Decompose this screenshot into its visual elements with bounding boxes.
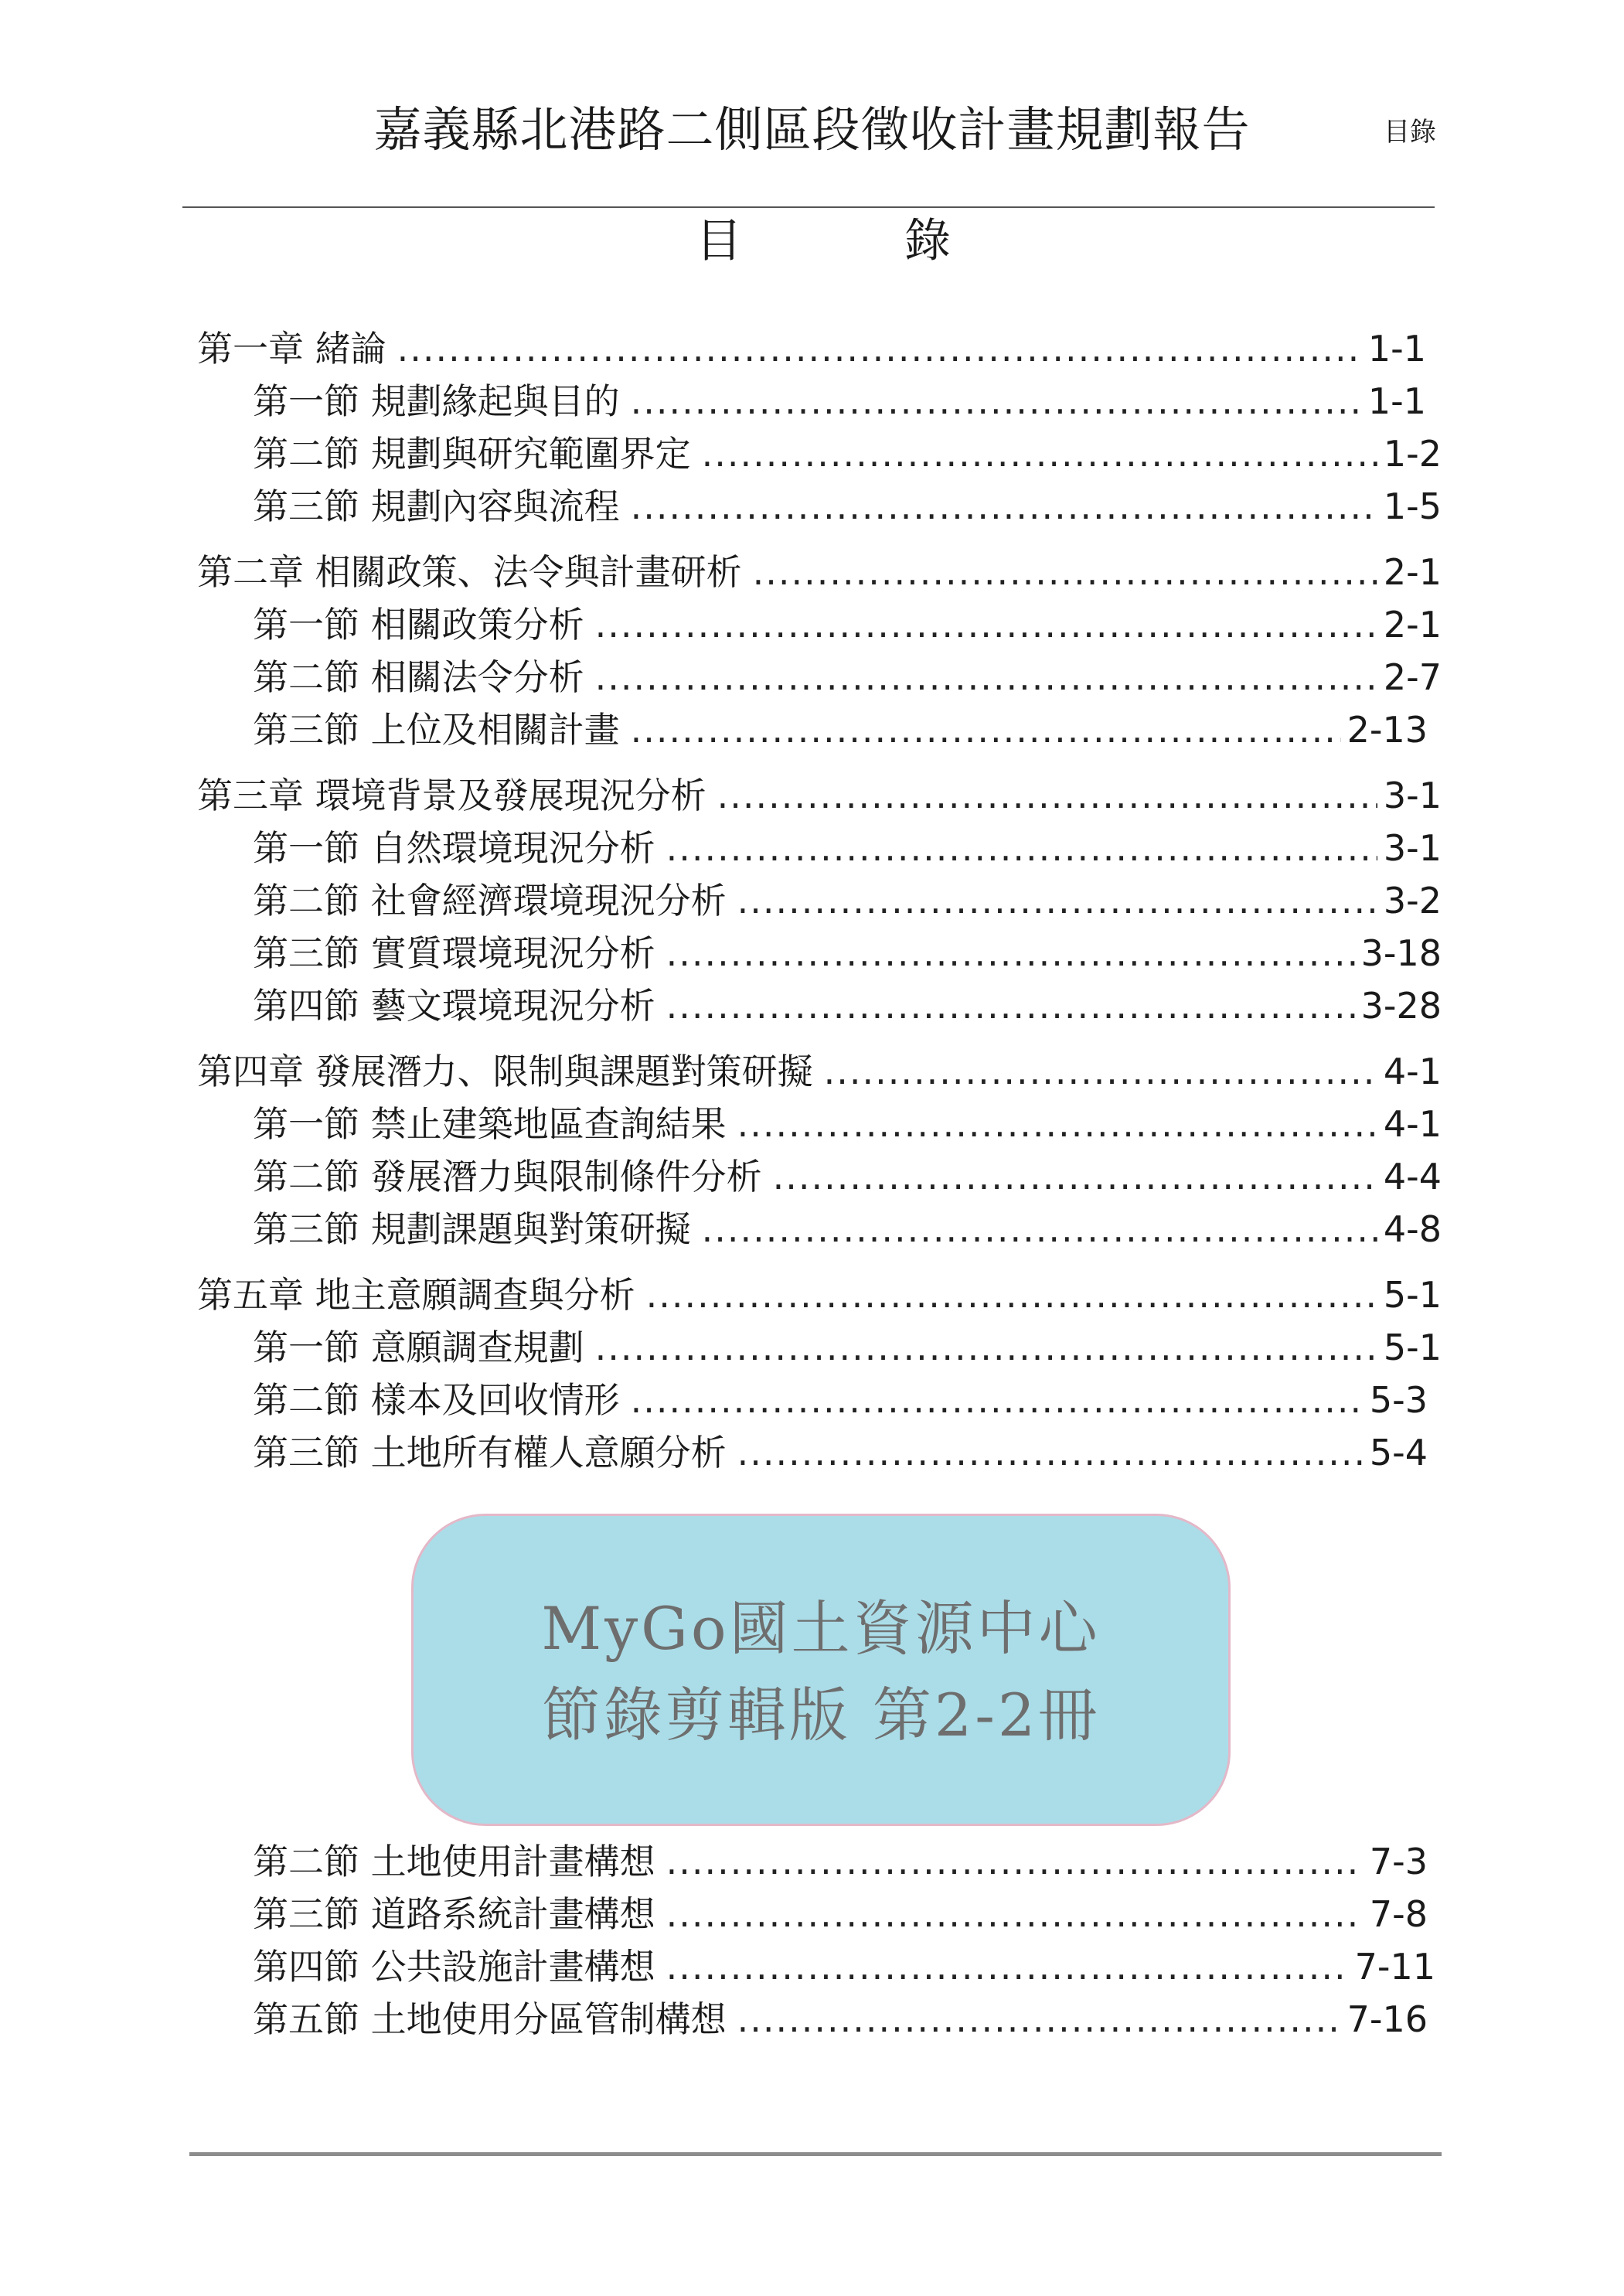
toc-entry-title: 第三節 土地所有權人意願分析 [253, 1432, 727, 1473]
toc-entry-page: 1-2 [1383, 433, 1442, 475]
dot-leader [595, 1322, 1377, 1373]
toc-entry-title: 第二節 社會經濟環境現況分析 [253, 880, 727, 921]
toc-entry-section[interactable] [253, 980, 1442, 1031]
watermark-banner [411, 1514, 1231, 1826]
toc-entry-chapter[interactable] [197, 1269, 1442, 1320]
toc-entry-section[interactable] [253, 1322, 1442, 1373]
toc-entry-title: 第五章 地主意願調查與分析 [197, 1274, 635, 1316]
toc-entry-page: 2-13 [1347, 709, 1428, 751]
dot-leader [737, 1427, 1364, 1478]
toc-entry-title: 第一節 禁止建築地區查詢結果 [253, 1103, 727, 1145]
toc-entry-page: 1-5 [1383, 485, 1442, 527]
toc-entry-title: 第一節 相關政策分析 [253, 604, 584, 646]
toc-entry-page: 2-1 [1383, 604, 1442, 646]
toc-entry-section[interactable] [253, 823, 1442, 874]
toc-entry-section[interactable] [253, 1204, 1442, 1255]
toc-entry-page: 2-7 [1383, 656, 1442, 698]
toc-entry-title: 第一節 規劃緣起與目的 [253, 380, 620, 422]
toc-entry-page: 4-4 [1383, 1156, 1442, 1197]
toc-entry-section[interactable] [253, 376, 1426, 427]
toc-entry-page: 5-1 [1383, 1274, 1442, 1316]
toc-entry-page: 3-1 [1383, 827, 1442, 869]
toc-entry-title: 第一節 自然環境現況分析 [253, 827, 655, 869]
toc-entry-title: 第四節 公共設施計畫構想 [253, 1946, 655, 1988]
toc-entry-chapter[interactable] [197, 1046, 1442, 1097]
dot-leader [666, 980, 1355, 1031]
dot-leader [631, 481, 1377, 532]
toc-heading-char-1: 目 [696, 214, 742, 268]
toc-entry-title: 第五節 土地使用分區管制構想 [253, 1998, 727, 2040]
footer-divider [189, 2152, 1442, 2156]
toc-entry-page: 7-11 [1354, 1946, 1435, 1988]
dot-leader [631, 704, 1341, 755]
dot-leader [666, 823, 1377, 874]
toc-entry-title: 第三節 規劃內容與流程 [253, 485, 620, 527]
dot-leader [666, 1836, 1364, 1887]
toc-entry-title: 第一章 緒論 [197, 328, 386, 370]
toc-entry-section[interactable] [253, 428, 1442, 479]
toc-entry-title: 第四節 藝文環境現況分析 [253, 985, 655, 1027]
toc-entry-page: 5-1 [1383, 1327, 1442, 1368]
toc-entry-page: 3-2 [1383, 880, 1442, 921]
document-title: 嘉義縣北港路二側區段徵收計畫規劃報告 [373, 101, 1251, 158]
toc-entry-title: 第二章 相關政策、法令與計畫研析 [197, 551, 742, 593]
toc-entry-section[interactable] [253, 599, 1442, 650]
toc-entry-page: 3-1 [1383, 775, 1442, 816]
dot-leader [646, 1269, 1377, 1320]
toc-entry-page: 4-1 [1383, 1051, 1442, 1092]
toc-entry-section[interactable] [253, 1151, 1442, 1202]
toc-entry-section[interactable] [253, 1427, 1428, 1478]
toc-entry-page: 4-1 [1383, 1103, 1442, 1145]
dot-leader [824, 1046, 1377, 1097]
toc-heading [696, 210, 951, 272]
dot-leader [631, 1375, 1364, 1426]
toc-entry-section[interactable] [253, 652, 1442, 703]
toc-entry-page: 1-1 [1367, 380, 1426, 422]
toc-entry-chapter[interactable] [197, 323, 1426, 374]
toc-entry-title: 第三章 環境背景及發展現況分析 [197, 775, 706, 816]
dot-leader [397, 323, 1362, 374]
banner-line-2: 節錄剪輯版 第2-2冊 [541, 1681, 1101, 1749]
dot-leader [737, 875, 1377, 926]
toc-entry-page: 7-3 [1369, 1841, 1428, 1882]
toc-entry-title: 第二節 相關法令分析 [253, 656, 584, 698]
dot-leader [717, 770, 1377, 821]
toc-entry-section[interactable] [253, 875, 1442, 926]
dot-leader [666, 1941, 1349, 1992]
dot-leader [702, 1204, 1377, 1255]
toc-entry-section[interactable] [253, 1099, 1442, 1150]
toc-entry-chapter[interactable] [197, 770, 1442, 821]
toc-entry-title: 第四章 發展潛力、限制與課題對策研擬 [197, 1051, 813, 1092]
toc-entry-page: 1-1 [1367, 328, 1426, 370]
dot-leader [666, 928, 1355, 979]
toc-heading-char-2: 錄 [904, 214, 951, 268]
toc-entry-section[interactable] [253, 1941, 1435, 1992]
dot-leader [737, 1994, 1341, 2045]
toc-entry-title: 第二節 規劃與研究範圍界定 [253, 433, 691, 475]
toc-entry-section[interactable] [253, 481, 1442, 532]
dot-leader [702, 428, 1377, 479]
toc-entry-section[interactable] [253, 1889, 1428, 1940]
toc-entry-page: 5-3 [1369, 1379, 1428, 1421]
toc-entry-section[interactable] [253, 1836, 1428, 1887]
toc-entry-page: 7-16 [1347, 1998, 1428, 2040]
dot-leader [753, 547, 1377, 598]
dot-leader [737, 1099, 1377, 1150]
toc-entry-page: 3-18 [1360, 932, 1442, 974]
toc-entry-title: 第三節 規劃課題與對策研擬 [253, 1208, 691, 1250]
toc-entry-title: 第二節 土地使用計畫構想 [253, 1841, 655, 1882]
toc-entry-title: 第三節 實質環境現況分析 [253, 932, 655, 974]
dot-leader [595, 652, 1377, 703]
dot-leader [595, 599, 1377, 650]
section-tag: 目錄 [1384, 117, 1436, 148]
toc-entry-page: 3-28 [1360, 985, 1442, 1027]
toc-entry-section[interactable] [253, 704, 1428, 755]
toc-entry-title: 第二節 發展潛力與限制條件分析 [253, 1156, 762, 1197]
banner-line-1: MyGo國土資源中心 [541, 1594, 1101, 1663]
toc-entry-page: 2-1 [1383, 551, 1442, 593]
toc-entry-page: 4-8 [1383, 1208, 1442, 1250]
dot-leader [773, 1151, 1377, 1202]
toc-entry-title: 第一節 意願調查規劃 [253, 1327, 584, 1368]
toc-entry-page: 7-8 [1369, 1893, 1428, 1935]
header-divider [182, 206, 1435, 208]
toc-entry-chapter[interactable] [197, 547, 1442, 598]
toc-entry-title: 第二節 樣本及回收情形 [253, 1379, 620, 1421]
toc-entry-title: 第三節 上位及相關計畫 [253, 709, 620, 751]
toc-entry-title: 第三節 道路系統計畫構想 [253, 1893, 655, 1935]
toc-entry-section[interactable] [253, 1375, 1428, 1426]
dot-leader [666, 1889, 1364, 1940]
toc-entry-section[interactable] [253, 1994, 1428, 2045]
dot-leader [631, 376, 1362, 427]
toc-entry-section[interactable] [253, 928, 1442, 979]
toc-entry-page: 5-4 [1369, 1432, 1428, 1473]
